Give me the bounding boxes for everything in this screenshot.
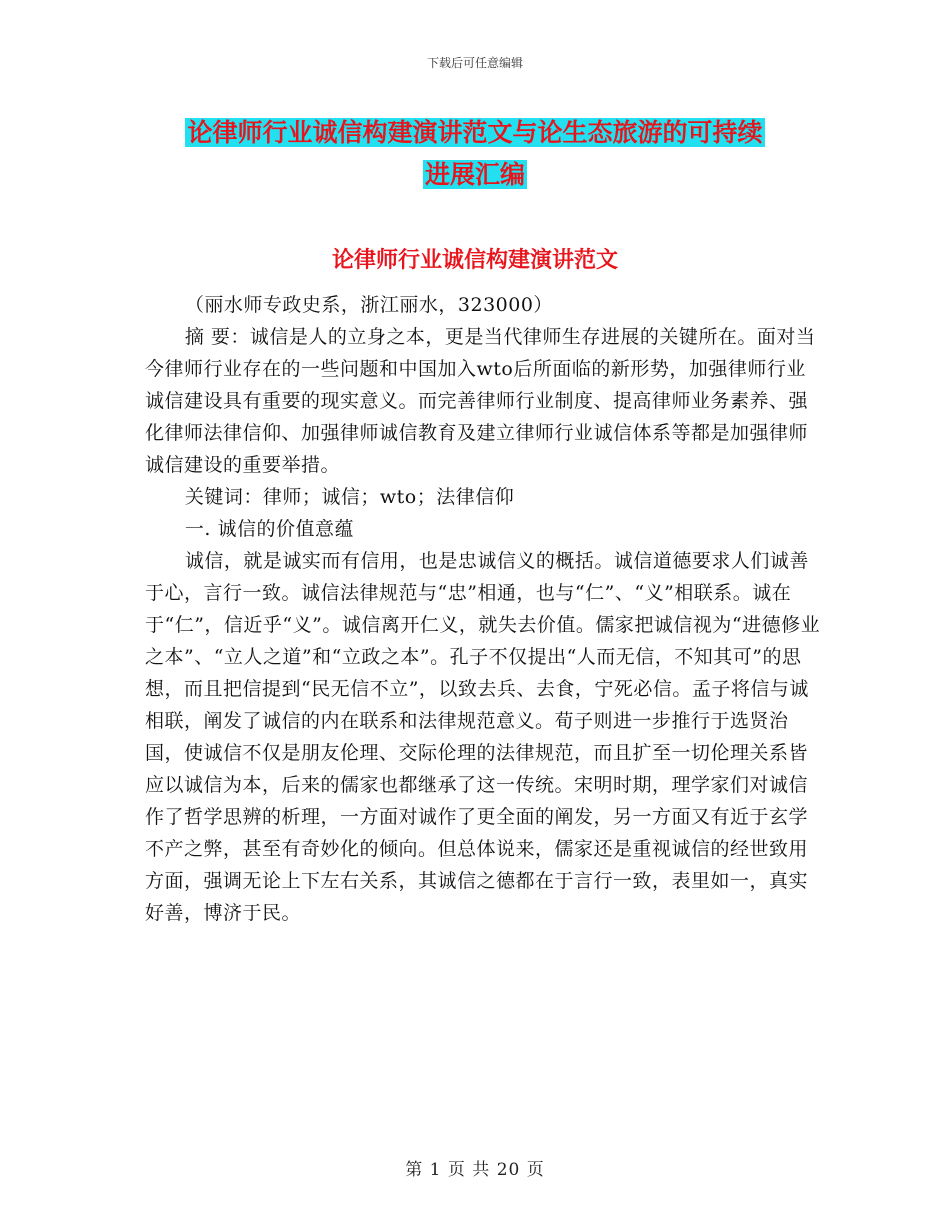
section-heading: 一. 诚信的价值意蕴	[184, 518, 354, 540]
body-paragraph: 诚信，就是诚实而有信用，也是忠诚信义的概括。诚信道德要求人们诚善于心，言行一致。诚信法律规范与“忠”相通，也与“仁”、“义”相联系。诚在于“仁”，信近乎“义”。诚信离开仁义，就失去价值。儒家把诚信视为“进德修业之本”、“立人之道”和“立政之本”。孔子不仅提出“人而无信，不知其可”的思想，而且把信提到“民无信不立”，以致去兵、去食，宁死必信。孟子将信与诚相联，阐发了诚信的内在联系和法律规范意义。荀子则进一步推行于选贤治国，使诚信不仅是朋友伦理、交际伦理的法律规范，而且扩至一切伦理关系皆应以诚信为本，后来的儒家也都继承了这一传统。宋明时期，理学家们对诚信作了哲学思辨的析理，一方面对诚作了更全面的阐发，另一方面又有近于玄学不产之弊，甚至有奇妙化的倾向。但总体说来，儒家还是重视诚信的经世致用方面，强调无论上下左右关系，其诚信之德都在于言行一致，表里如一，真实好善，博济于民。	[145, 550, 821, 924]
abstract-paragraph: 摘 要：诚信是人的立身之本，更是当代律师生存进展的关键所在。面对当今律师行业存在的一些问题和中国加入wto后所面临的新形势，加强律师行业诚信建设具有重要的现实意义。而完善律师行业制度、提高律师业务素养、强化律师法律信仰、加强律师诚信教育及建立律师行业诚信体系等都是加强律师诚信建设的重要举措。	[145, 326, 816, 476]
document-title	[0, 112, 950, 196]
affiliation-line: （丽水师专政史系，浙江丽水，323000）	[184, 294, 553, 316]
header-note: 下载后可任意编辑	[426, 56, 523, 70]
page-number-footer: 第 1 页 共 20 页	[405, 1160, 545, 1180]
document-body	[145, 289, 825, 929]
keywords-line: 关键词：律师；诚信；wto；法律信仰	[184, 486, 515, 508]
document-title-line-2: 进展汇编	[424, 160, 525, 189]
section-title: 论律师行业诚信构建演讲范文	[331, 247, 618, 273]
document-title-line-1: 论律师行业诚信构建演讲范文与论生态旅游的可持续	[187, 118, 763, 147]
